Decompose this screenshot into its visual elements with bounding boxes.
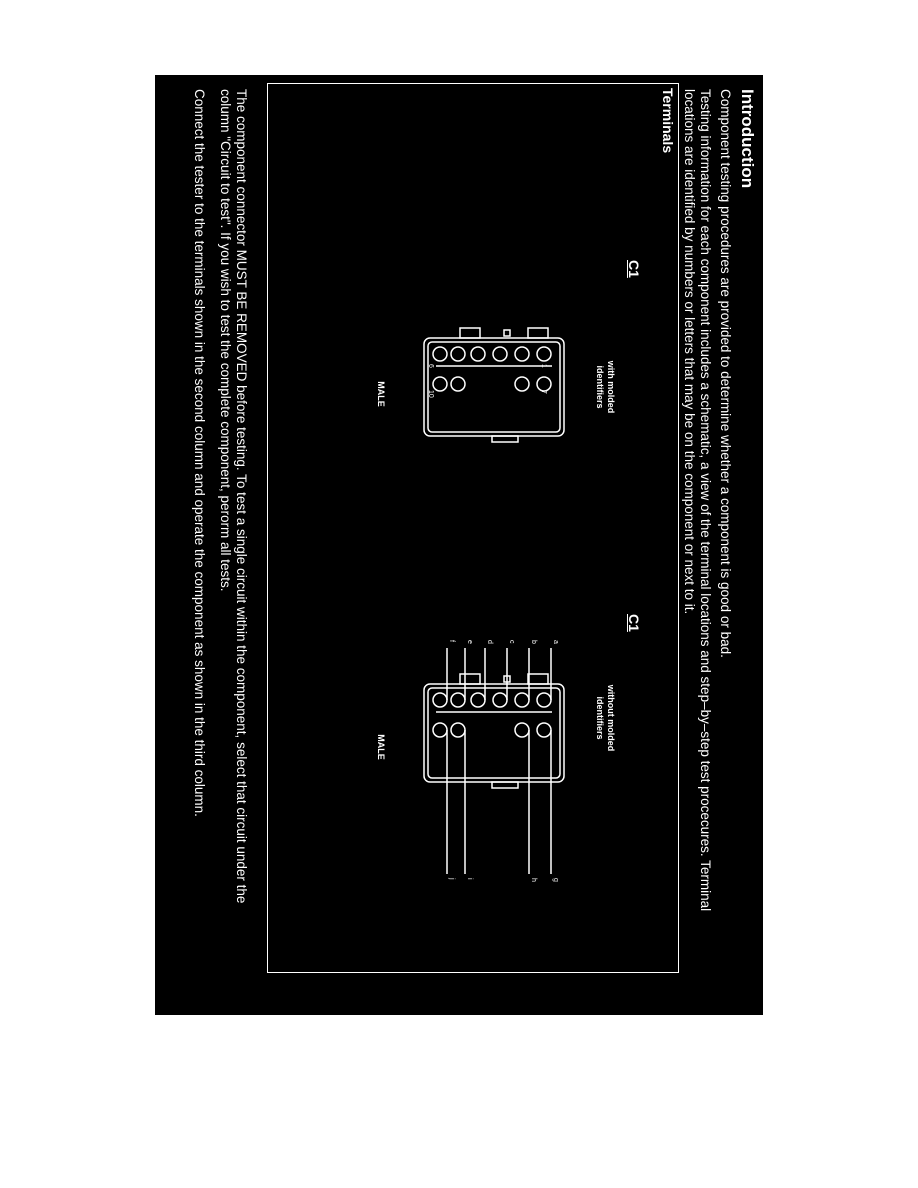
intro-paragraph-2-line-1: Testing information for each component includes a schematic, a view of the terminal locations and step–by–step test procecures. Terminal [698, 89, 713, 912]
footer-paragraph-2: Connect the tester to the terminals shown in the second column and operate the component as shown in the third column. [192, 89, 207, 817]
right-pin-letter: d [486, 640, 493, 644]
left-pin-label: 1 [540, 364, 547, 368]
right-pin [493, 693, 507, 707]
left-latch [492, 436, 518, 442]
right-key-tab-top [528, 674, 548, 684]
left-pin [471, 347, 485, 361]
intro-heading: Introduction [738, 89, 757, 189]
terminals-box [267, 83, 679, 973]
left-pin-label: 10 [427, 390, 434, 398]
right-pin [451, 723, 465, 737]
right-caption-line-1: without molded [606, 684, 616, 752]
left-pin [515, 377, 529, 391]
left-pin [515, 347, 529, 361]
left-connector-title: C1 [626, 260, 642, 278]
left-key-tab-top [528, 328, 548, 338]
left-pin [433, 347, 447, 361]
right-pin [433, 723, 447, 737]
left-key-small [504, 330, 510, 336]
right-pin-letter: e [466, 640, 473, 644]
right-pin-letter: j [448, 878, 455, 880]
left-caption-line-1: with molded [606, 360, 616, 414]
right-pin-letter: i [466, 878, 473, 880]
right-connector-inner [428, 688, 560, 778]
right-connector-diagram [388, 644, 588, 884]
left-connector-diagram [398, 324, 588, 454]
right-pin [471, 693, 485, 707]
left-connector-inner [428, 342, 560, 432]
left-pin [433, 377, 447, 391]
left-pin-label: 6 [427, 364, 434, 368]
intro-paragraph-2-line-2: locations are identified by numbers or letters that may be on the component or next to it. [682, 89, 697, 615]
right-pin-letter: f [448, 640, 455, 642]
left-pin [537, 377, 551, 391]
left-key-tab-bottom [460, 328, 480, 338]
left-pin [493, 347, 507, 361]
right-pin-letter: h [530, 878, 537, 882]
right-pin-letter: b [530, 640, 537, 644]
right-pin [433, 693, 447, 707]
left-connector-caption [594, 342, 616, 432]
right-pin-letter: g [552, 878, 559, 882]
left-pin-label: 7 [540, 390, 547, 394]
rotated-content [155, 75, 763, 1015]
footer-paragraph-1-line-2: column "Circuit to test". If you wish to test the complete component, perorm all tests. [218, 89, 233, 592]
right-pin-letter: c [508, 640, 515, 644]
right-pin [515, 723, 529, 737]
left-caption-line-2: identifiers [595, 365, 605, 409]
right-pin [451, 693, 465, 707]
left-pin [451, 377, 465, 391]
right-pin [515, 693, 529, 707]
terminals-heading: Terminals [660, 88, 676, 154]
right-pin-letter: a [552, 640, 559, 644]
intro-paragraph-1: Component testing procedures are provided to determine whether a component is good or bad. [718, 89, 733, 658]
right-latch [492, 782, 518, 788]
right-connector-title: C1 [626, 614, 642, 632]
left-connector-body [424, 338, 564, 436]
left-pin [537, 347, 551, 361]
left-gender-label: MALE [376, 381, 386, 407]
right-pin [537, 723, 551, 737]
right-gender-label: MALE [376, 734, 386, 760]
right-caption-line-2: identifiers [595, 696, 605, 740]
right-key-tab-bottom [460, 674, 480, 684]
right-connector-body [424, 684, 564, 782]
manual-page [155, 75, 763, 1015]
right-pin [537, 693, 551, 707]
footer-paragraph-1-line-1: The component connector MUST BE REMOVED before testing. To test a single circuit within the component, select that circuit under the [234, 89, 249, 904]
left-pin [451, 347, 465, 361]
right-connector-caption [594, 668, 616, 768]
